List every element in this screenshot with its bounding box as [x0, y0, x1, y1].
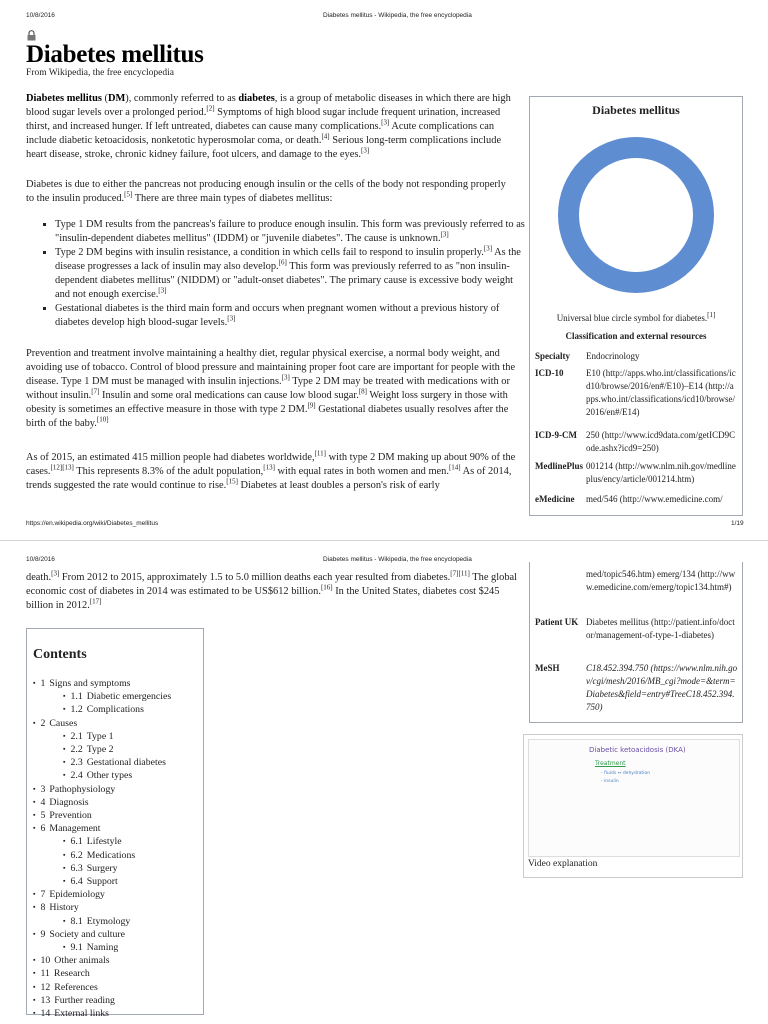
toc-number: 2.3	[70, 757, 83, 769]
toc-number: 4	[40, 796, 46, 808]
ref-link[interactable]: [8]	[358, 387, 368, 396]
toc-label: External links	[54, 1008, 109, 1020]
toc-item[interactable]	[33, 835, 203, 848]
toc-number: 7	[40, 889, 46, 901]
bold-term: diabetes	[238, 93, 275, 104]
toc-item[interactable]	[33, 915, 203, 928]
print-date: 10/8/2016	[26, 556, 55, 563]
toc-number: 12	[40, 981, 51, 993]
infobox-caption: Universal blue circle symbol for diabetes.[1]	[556, 311, 716, 323]
toc-label: Complications	[86, 704, 144, 716]
toc-label: Surgery	[86, 862, 118, 874]
toc-label: Signs and symptoms	[49, 678, 131, 689]
row-label: MeSH	[535, 663, 560, 673]
print-date: 10/8/2016	[26, 12, 55, 19]
row-value[interactable]: C18.452.394.750 (https://www.nlm.nih.gov/cgi/mesh/2016/MB_cgi?mode=&term=Diabetes&field=entry#TreeC18.452.394.750)	[586, 663, 738, 712]
toc-title: Contents	[33, 647, 87, 662]
toc-number: 13	[40, 994, 51, 1006]
toc-label: Type 1	[86, 730, 114, 742]
page-separator	[0, 540, 768, 541]
table-of-contents	[26, 628, 204, 1020]
toc-list	[33, 677, 203, 1020]
row-value[interactable]: E10 (http://apps.who.int/classifications/icd10/browse/2016/en#/E10)–E14 (http://apps.who.int/classifications/icd10/browse/2016/en#/E14)	[586, 368, 736, 417]
ref-link[interactable]: [3]	[227, 314, 236, 323]
ref-link[interactable]: [4]	[321, 132, 330, 141]
toc-number: 14	[40, 1008, 51, 1020]
print-title: Diabetes mellitus - Wikipedia, the free encyclopedia	[323, 556, 472, 563]
ref-link[interactable]: [7][11]	[450, 569, 470, 578]
toc-number: 8	[40, 902, 46, 914]
row-label: Patient UK	[535, 617, 579, 627]
infobox-title: Diabetes mellitus	[592, 103, 680, 117]
intro-paragraph: Diabetes mellitus (DM), commonly referred to as diabetes, is a group of metabolic diseases in which there are high blood sugar levels over a prolonged period.[2] Symptoms of high blood sugar include frequent urination, increased thirst, and increased hunger. If left untreated, diabetes can cause many complications.[3] Acute complications can include diabetic ketoacidosis, nonketotic hyperosmolar coma, or death.[4] Serious long-term complications include heart disease, stroke, chronic kidney failure, foot ulcers, and damage to the eyes.[3]	[26, 93, 511, 160]
thumb-line: Treatment	[595, 760, 626, 767]
row-value[interactable]: Diabetes mellitus (http://patient.info/doctor/management-of-type-1-diabetes)	[586, 617, 735, 640]
toc-number: 3	[40, 783, 46, 795]
row-value[interactable]: 250 (http://www.icd9data.com/getICD9Code.ashx?icd9=250)	[586, 430, 736, 453]
ref-link[interactable]: [7]	[91, 387, 100, 396]
bold-term: DM	[107, 93, 126, 104]
ref-link[interactable]: [3]	[440, 230, 449, 239]
toc-number: 6.2	[70, 849, 83, 861]
ref-link[interactable]: [11]	[314, 449, 326, 458]
toc-item[interactable]	[33, 690, 203, 703]
toc-number: 1.2	[70, 704, 83, 716]
ref-link[interactable]: [5]	[124, 190, 133, 199]
ref-link[interactable]: [6]	[278, 258, 287, 267]
toc-label: Naming	[86, 942, 119, 954]
infobox	[529, 96, 743, 516]
toc-label: Other animals	[54, 955, 110, 967]
treatment-paragraph: Prevention and treatment involve maintaining a healthy diet, regular physical exercise, a normal body weight, and avoiding use of tobacco. Control of blood pressure and maintaining proper foot care are important for people with the disease. Type 1 DM must be managed with insulin injections.[3] Type 2 DM may be treated with medications with or without insulin.[7] Insulin and some oral medications can cause low blood sugar.[8] Weight loss surgery in those with obesity is sometimes an effective measure in those with type 2 DM.[9] Gestational diabetes usually resolves after the birth of the baby.[10]	[26, 348, 516, 429]
toc-label: Management	[49, 823, 101, 835]
toc-item[interactable]	[33, 954, 203, 967]
toc-item[interactable]	[33, 941, 203, 954]
toc-item[interactable]	[33, 717, 203, 730]
toc-item[interactable]	[33, 756, 203, 769]
ref-link[interactable]: [3]	[360, 146, 370, 155]
toc-item[interactable]	[33, 862, 203, 875]
list-item: ▪ Gestational diabetes is the third main form and occurs when pregnant women without a previous history of diabetes develop high blood-sugar levels.[3]	[55, 302, 529, 330]
toc-number: 1.1	[70, 691, 83, 703]
toc-item[interactable]	[33, 730, 203, 743]
ref-link[interactable]: [9]	[307, 401, 316, 410]
toc-item[interactable]	[33, 875, 203, 888]
toc-number: 1	[40, 678, 46, 689]
ref-link[interactable]: [3]	[51, 569, 60, 578]
toc-item[interactable]	[33, 1007, 203, 1020]
types-list	[42, 218, 529, 330]
row-value[interactable]: 001214 (http://www.nlm.nih.gov/medlineplus/ency/article/001214.htm)	[586, 461, 736, 484]
toc-item[interactable]	[33, 809, 203, 822]
thumb-title: Diabetic ketoacidosis (DKA)	[589, 746, 686, 754]
toc-label: Other types	[86, 770, 133, 782]
ref-link[interactable]: [3]	[158, 286, 167, 295]
toc-number: 9.1	[70, 942, 83, 954]
row-label: ICD-10	[535, 368, 564, 378]
toc-label: Type 2	[86, 744, 114, 756]
toc-item[interactable]	[33, 849, 203, 862]
toc-number: 10	[40, 955, 51, 967]
toc-number: 6.4	[70, 876, 83, 888]
toc-label: Medications	[86, 849, 136, 861]
toc-item[interactable]	[33, 928, 203, 941]
ref-link[interactable]: [15]	[226, 477, 238, 486]
toc-number: 9	[40, 928, 46, 940]
toc-label: Society and culture	[49, 928, 126, 940]
ref-link[interactable]: [14]	[448, 463, 461, 472]
ref-link[interactable]: [3]	[281, 373, 290, 382]
ref-link[interactable]: [13]	[263, 463, 275, 472]
ref-link[interactable]: [12][13]	[50, 463, 74, 472]
video-caption: Video explanation	[528, 859, 598, 869]
lock-icon	[27, 30, 36, 41]
list-item: ▪ Type 1 DM results from the pancreas's failure to produce enough insulin. This form was previously referred to as "insulin-dependent diabetes mellitus" (IDDM) or "juvenile diabetes". The cause is unknown.[3]	[55, 218, 529, 246]
row-value[interactable]: Endocrinology	[586, 351, 640, 361]
toc-label: History	[49, 902, 79, 914]
toc-label: Gestational diabetes	[86, 757, 166, 769]
row-value[interactable]: med/topic546.htm) emerg/134 (http://www.emedicine.com/emerg/topic134.htm#)	[586, 569, 736, 592]
causes-paragraph: Diabetes is due to either the pancreas not producing enough insulin or the cells of the body not responding properly to the insulin produced.[5] There are three main types of diabetes mellitus:	[26, 179, 506, 204]
row-value[interactable]: med/546 (http://www.emedicine.com/	[586, 494, 723, 504]
toc-item[interactable]	[33, 769, 203, 782]
toc-item[interactable]	[33, 783, 203, 796]
infobox-subheading: Classification and external resources	[565, 331, 707, 341]
toc-label: Causes	[49, 717, 78, 729]
toc-number: 6.1	[70, 836, 83, 848]
toc-label: Diabetic emergencies	[86, 691, 172, 703]
toc-item[interactable]	[33, 703, 203, 716]
toc-number: 2	[40, 717, 46, 729]
ref-link[interactable]: [16]	[320, 583, 333, 592]
toc-label: Prevention	[49, 810, 92, 822]
toc-label: Pathophysiology	[49, 783, 116, 795]
mortality-paragraph: death.[3] From 2012 to 2015, approximately 1.5 to 5.0 million deaths each year resulted from diabetes.[7][11] The global economic cost of diabetes in 2014 was estimated to be US$612 billion.[16] In the United States, diabetes cost $245 billion in 2012.[17]	[26, 569, 518, 611]
toc-label: Etymology	[86, 915, 131, 927]
infobox-continued	[529, 562, 743, 723]
toc-item[interactable]	[33, 743, 203, 756]
toc-item[interactable]	[33, 796, 203, 809]
toc-number: 2.4	[70, 770, 83, 782]
ref-link[interactable]: [3]	[483, 244, 493, 253]
toc-item[interactable]	[33, 981, 203, 994]
toc-number: 6	[40, 823, 46, 835]
toc-number: 5	[40, 810, 46, 822]
toc-label: Lifestyle	[86, 836, 122, 848]
list-item: ▪ Type 2 DM begins with insulin resistance, a condition in which cells fail to respond to insulin properly.[3] As the disease progresses a lack of insulin may also develop.[6] This form was previously referred to as "non insulin-dependent diabetes mellitus" (NIDDM) or "adult-onset diabetes". The primary cause is excessive body weight and not enough exercise.[3]	[55, 246, 529, 302]
bold-term: Diabetes mellitus	[26, 93, 102, 104]
toc-label: References	[54, 981, 98, 993]
row-label: eMedicine	[535, 494, 575, 504]
thumb-line: - insulin	[601, 779, 619, 784]
toc-label: Epidemiology	[49, 889, 105, 901]
row-label: MedlinePlus	[535, 461, 584, 471]
row-label: Specialty	[535, 351, 570, 361]
toc-number: 8.1	[70, 915, 83, 927]
thumb-line: - fluids ↔ dehydration	[601, 771, 651, 776]
toc-label: Research	[53, 968, 90, 980]
toc-item[interactable]	[33, 994, 203, 1007]
epidemiology-paragraph: As of 2015, an estimated 415 million people had diabetes worldwide,[11] with type 2 DM making up about 90% of the cases.[12][13] This represents 8.3% of the adult population,[13] with equal rates in both women and men.[14] As of 2014, trends suggested the rate would continue to rise.[15] Diabetes at least doubles a person's risk of early	[26, 449, 516, 491]
video-box	[523, 734, 743, 878]
ref-link[interactable]: [17]	[89, 597, 102, 606]
toc-item[interactable]	[33, 888, 203, 901]
toc-label: Support	[86, 876, 118, 888]
toc-label: Diagnosis	[49, 796, 89, 808]
page-title: Diabetes mellitus	[26, 41, 204, 68]
ref-link[interactable]: [2]	[206, 104, 215, 113]
ref-link[interactable]: [10]	[96, 415, 109, 424]
toc-number: 2.1	[70, 730, 83, 742]
toc-label: Further reading	[54, 994, 115, 1006]
toc-item[interactable]	[33, 822, 203, 835]
toc-item[interactable]	[33, 677, 203, 690]
toc-item[interactable]	[33, 901, 203, 914]
ref-link[interactable]: [3]	[381, 118, 390, 127]
video-thumbnail[interactable]	[528, 739, 740, 857]
row-label: ICD-9-CM	[535, 430, 577, 440]
footer-page-number: 1/19	[731, 520, 744, 527]
toc-number: 6.3	[70, 862, 83, 874]
footer-url: https://en.wikipedia.org/wiki/Diabetes_mellitus	[26, 520, 159, 527]
from-wikipedia: From Wikipedia, the free encyclopedia	[26, 68, 174, 78]
ref-link[interactable]: [1]	[707, 311, 716, 319]
toc-number: 2.2	[70, 744, 83, 756]
print-title: Diabetes mellitus - Wikipedia, the free encyclopedia	[323, 12, 472, 19]
toc-item[interactable]	[33, 967, 203, 980]
blue-circle-symbol	[558, 137, 714, 293]
toc-number: 11	[40, 968, 50, 980]
